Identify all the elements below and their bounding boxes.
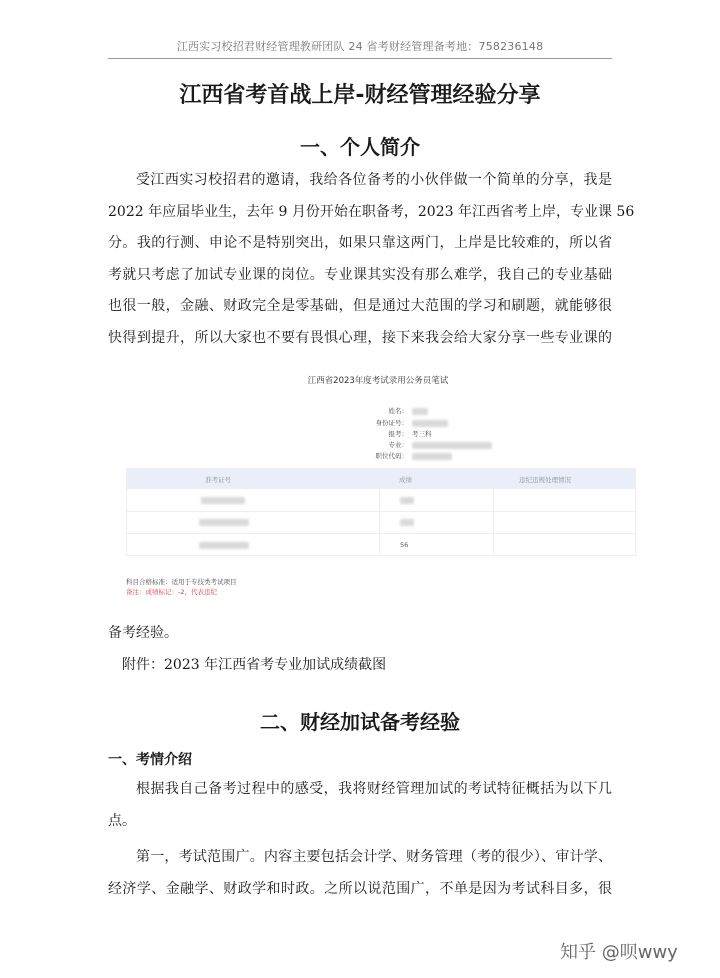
paragraph-line: 点。 [108,812,136,829]
column-divider [493,489,494,555]
scope-paragraph [108,842,612,905]
intro-line: 2022 年应届毕业生，去年 9 月份开始在职备考，2023 年江西省考上岸，专业课 56 [108,203,635,220]
document-title: 江西省考首战上岸-财经管理经验分享 [179,83,541,108]
info-label: 身份证号： [375,419,408,427]
paragraph-line: 经济学、金融学、财政学和时政。之所以说范围广，不单是因为考试科目多，很 [108,880,612,897]
redacted-cell [201,497,245,504]
row-divider [127,511,635,512]
score-screenshot [118,366,638,600]
screenshot-remark: 备注：成绩标记：-2，代表违纪 [126,588,217,596]
zhihu-watermark: 知乎 @呗wwy [560,942,678,963]
info-row-id [366,418,448,427]
info-value: 考三科 [412,430,432,438]
page-header: 江西实习校招君财经管理教研团队 24 省考财经管理备考地：758236148 [176,40,544,53]
screenshot-note: 科目合格标准：适用于专技类考试项目 [126,578,237,586]
subsection-heading: 一、考情介绍 [108,752,192,768]
intro-line: 快得到提升，所以大家也不要有畏惧心理，接下来我会给大家分享一些专业课的 [108,329,612,346]
info-label: 报考： [388,430,408,438]
redacted-cell [199,519,249,526]
exam-paragraph [108,774,612,837]
intro-line: 考就只考虑了加试专业课的岗位。专业课其实没有那么难学，我自己的专业基础 [108,266,612,283]
info-row-name [366,406,428,415]
screenshot-title: 江西省2023年度考试录用公务员笔试 [307,376,449,386]
header-divider [108,58,612,59]
section-heading-1: 一、个人简介 [300,135,420,159]
info-label: 职位代码： [375,452,408,460]
table-header [127,469,635,489]
redacted-value [412,442,492,449]
redacted-cell [199,542,249,549]
info-label: 专业： [388,441,408,449]
intro-line: 也很一般，金融、财政完全是零基础，但是通过大范围的学习和刷题，就能够很 [108,298,612,314]
intro-line: 分。我的行测、申论不是特别突出，如果只靠这两门，上岸是比较难的，所以省 [108,235,612,251]
row-divider [127,533,635,534]
column-header: 成绩 [399,476,412,484]
redacted-value [412,453,452,460]
column-divider [379,489,380,555]
intro-line: 受江西实习校招君的邀请，我给各位备考的小伙伴做一个简单的分享，我是 [136,172,612,188]
redacted-value [412,408,428,415]
attachment-line [122,650,626,682]
info-row-position [366,451,452,460]
intro-line: 备考经验。 [108,625,178,641]
intro-continuation [108,618,612,650]
paragraph-line: 第一，考试范围广。内容主要包括会计学、财务管理（考的很少）、审计学、 [136,849,612,865]
section-heading-2: 二、财经加试备考经验 [260,710,460,734]
paragraph-line: 根据我自己备考过程中的感受，我将财经管理加试的考试特征概括为以下几 [136,781,612,797]
attachment-text: 附件：2023 年江西省考专业加试成绩截图 [122,657,387,673]
score-value: 56 [400,541,409,549]
redacted-cell [400,519,414,526]
column-header: 违纪违规处理情况 [519,476,571,484]
redacted-value [412,420,448,427]
info-row-major [366,440,492,449]
info-label: 姓名： [388,407,408,415]
intro-paragraph [108,165,635,354]
column-header: 准考证号 [205,476,231,484]
redacted-cell [400,497,414,504]
info-row-exam [366,429,432,438]
score-table [126,468,636,556]
